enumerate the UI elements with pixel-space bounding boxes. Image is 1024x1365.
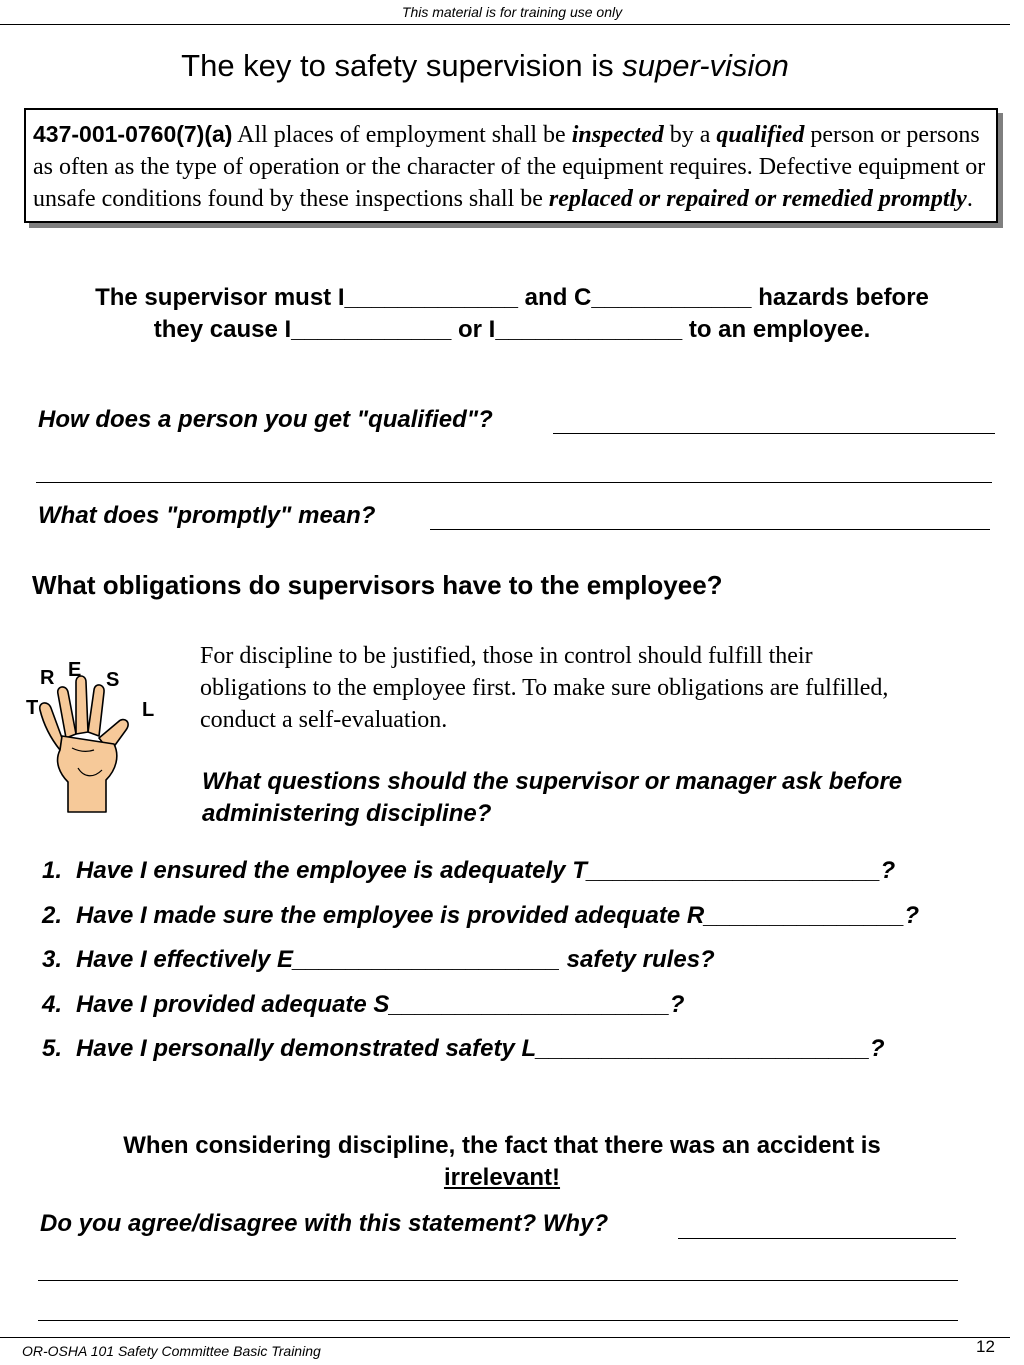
- answer-line-agree-2[interactable]: [38, 1280, 958, 1281]
- list-item-text: Have I effectively E____________________ safety rules?: [76, 946, 715, 973]
- page-title: [0, 48, 970, 84]
- hand-letter-l: L: [142, 699, 155, 721]
- obligations-heading: What obligations do supervisors have to the employee?: [32, 570, 723, 600]
- regulation-emph-inspected: inspected: [571, 122, 664, 148]
- list-item: [42, 900, 1022, 945]
- answer-line-qualified-2[interactable]: [36, 482, 992, 483]
- regulation-text-1: All places of employment shall be: [232, 122, 572, 148]
- hand-letter-e: E: [68, 659, 82, 681]
- footer-course-title: OR-OSHA 101 Safety Committee Basic Training: [22, 1343, 321, 1359]
- list-item: [42, 855, 1022, 900]
- hand-letter-t: T: [26, 697, 39, 719]
- regulation-box: [24, 108, 998, 223]
- answer-line-promptly[interactable]: [430, 529, 990, 530]
- title-emphasis: super-vision: [622, 48, 789, 83]
- fill-in-line-2: they cause I____________ or I______________ to an employee.: [153, 316, 871, 343]
- hand-icon: [22, 652, 162, 817]
- statement-irrelevant: irrelevant!: [443, 1164, 561, 1191]
- list-item: [42, 1033, 1022, 1078]
- hand-letter-r: R: [40, 667, 55, 689]
- fill-in-line-1: The supervisor must I_____________ and C____________ hazards before: [95, 284, 929, 311]
- page-number: 12: [976, 1337, 995, 1356]
- regulation-code: 437-001-0760(7)(a): [33, 121, 233, 147]
- list-item-number: 1.: [42, 857, 63, 884]
- regulation-emph-promptly: replaced or repaired or remedied promptly: [548, 186, 967, 212]
- statement-line-1: When considering discipline, the fact that there was an accident is: [123, 1132, 881, 1159]
- regulation-text-3: person or persons as often as the type of operation or the character of the equipment requires. Defective equipment or unsafe conditions found by these inspections shall be: [33, 122, 986, 212]
- discipline-paragraph: For discipline to be justified, those in control should fulfill their obligations to the employee first. To make sure obligations are fulfilled, conduct a self-evaluation.: [200, 643, 889, 733]
- regulation-text-4: .: [966, 186, 973, 212]
- header-divider: [0, 24, 1010, 25]
- supervisor-fill-in: [0, 282, 1024, 346]
- discipline-statement: [0, 1130, 1004, 1194]
- agree-question: Do you agree/disagree with this statement? Why?: [40, 1210, 609, 1237]
- list-item: [42, 944, 1022, 989]
- list-item-number: 2.: [42, 901, 63, 929]
- answer-line-agree[interactable]: [678, 1238, 956, 1239]
- list-item-number: 4.: [42, 990, 63, 1018]
- list-item-text: Have I provided adequate S_____________________?: [76, 990, 685, 1018]
- list-item-text: Have I personally demonstrated safety L_________________________?: [76, 1035, 885, 1062]
- footer-divider: [0, 1337, 1010, 1338]
- self-evaluation-list: [42, 855, 1022, 1078]
- question-qualified: How does a person you get "qualified"?: [38, 406, 493, 433]
- answer-line-agree-3[interactable]: [38, 1320, 958, 1321]
- list-item-number: 3.: [42, 946, 63, 973]
- answer-line-qualified[interactable]: [553, 433, 995, 434]
- hand-letter-s: S: [106, 669, 120, 691]
- question-promptly: What does "promptly" mean?: [38, 502, 376, 529]
- discipline-question: What questions should the supervisor or manager ask before administering discipline?: [202, 768, 903, 827]
- title-text: The key to safety supervision is: [181, 48, 623, 83]
- regulation-emph-qualified: qualified: [716, 122, 805, 148]
- list-item: [42, 989, 1022, 1034]
- list-item-number: 5.: [42, 1035, 63, 1062]
- list-item-text: Have I ensured the employee is adequately T______________________?: [76, 857, 896, 884]
- header-note: This material is for training use only: [401, 4, 623, 20]
- list-item-text: Have I made sure the employee is provided adequate R_______________?: [76, 901, 920, 929]
- regulation-text-2: by a: [663, 122, 717, 148]
